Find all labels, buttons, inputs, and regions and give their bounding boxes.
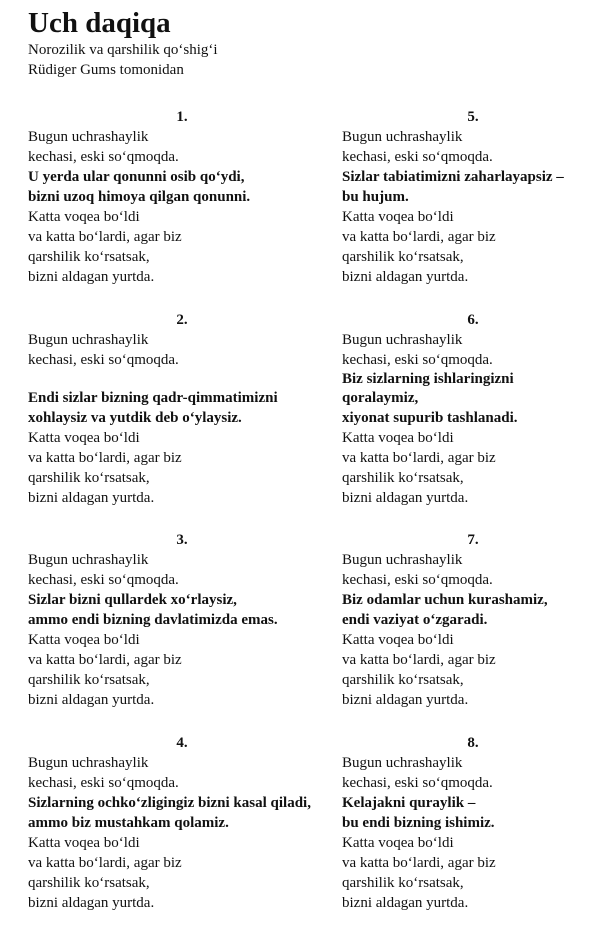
chorus-line: Katta voqea bo‘ldi (342, 209, 454, 225)
verse-line-bold: ammo biz mustahkam qolamiz. (28, 815, 229, 831)
verse-number: 6. (467, 312, 479, 328)
verse-5 (342, 107, 604, 287)
verse-number: 3. (176, 532, 188, 548)
verse-line: kechasi, eski so‘qmoqda. (342, 775, 493, 791)
chorus-line: bizni aldagan yurtda. (342, 895, 469, 911)
chorus-line: bizni aldagan yurtda. (28, 895, 155, 911)
chorus-line: bizni aldagan yurtda. (342, 692, 469, 708)
song-subtitle: Norozilik va qarshilik qo‘shig‘i (28, 42, 218, 58)
chorus-line: qarshilik ko‘rsatsak, (28, 470, 150, 486)
verse-line-bold: Endi sizlar bizning qadr-qimmatimizni (28, 390, 278, 406)
chorus-line: qarshilik ko‘rsatsak, (28, 875, 150, 891)
chorus-line: bizni aldagan yurtda. (28, 269, 155, 285)
chorus-line: bizni aldagan yurtda. (342, 490, 469, 506)
chorus-line: Katta voqea bo‘ldi (342, 430, 454, 446)
chorus-line: bizni aldagan yurtda. (342, 269, 469, 285)
song-author: Rüdiger Gums tomonidan (28, 62, 184, 78)
verse-line: Bugun uchrashaylik (28, 552, 149, 568)
chorus-line: va katta bo‘lardi, agar biz (28, 450, 182, 466)
verse-6 (342, 310, 604, 508)
verse-line: kechasi, eski so‘qmoqda. (342, 572, 493, 588)
verse-line: Bugun uchrashaylik (342, 332, 463, 348)
chorus-line: va katta bo‘lardi, agar biz (28, 855, 182, 871)
verse-line-bold: bizni uzoq himoya qilgan qonunni. (28, 189, 251, 205)
chorus-line: qarshilik ko‘rsatsak, (342, 875, 464, 891)
verse-line-bold: ammo endi bizning davlatimizda emas. (28, 612, 278, 628)
chorus-line: va katta bo‘lardi, agar biz (342, 450, 496, 466)
verse-number: 1. (176, 109, 188, 125)
verse-line-bold: bu endi bizning ishimiz. (342, 815, 495, 831)
chorus-line: Katta voqea bo‘ldi (28, 430, 140, 446)
song-title: Uch daqiqa (28, 7, 171, 39)
verse-line: Bugun uchrashaylik (342, 129, 463, 145)
verse-line: Bugun uchrashaylik (28, 755, 149, 771)
chorus-line: Katta voqea bo‘ldi (28, 835, 140, 851)
chorus-line: qarshilik ko‘rsatsak, (342, 672, 464, 688)
verse-1 (28, 107, 336, 287)
verse-line: kechasi, eski so‘qmoqda. (342, 352, 493, 368)
chorus-line: bizni aldagan yurtda. (28, 692, 155, 708)
verse-line: kechasi, eski so‘qmoqda. (28, 572, 179, 588)
verse-line-bold: xohlaysiz va yutdik deb o‘ylaysiz. (28, 410, 242, 426)
verse-line: kechasi, eski so‘qmoqda. (28, 149, 179, 165)
verse-line: Bugun uchrashaylik (342, 552, 463, 568)
chorus-line: qarshilik ko‘rsatsak, (342, 470, 464, 486)
verse-line: Bugun uchrashaylik (28, 332, 149, 348)
chorus-line: Katta voqea bo‘ldi (28, 632, 140, 648)
blank-line (28, 370, 336, 388)
chorus-line: qarshilik ko‘rsatsak, (342, 249, 464, 265)
verse-2 (28, 310, 336, 508)
chorus-line: Katta voqea bo‘ldi (342, 632, 454, 648)
chorus-line: va katta bo‘lardi, agar biz (342, 855, 496, 871)
verse-line-bold: Kelajakni quraylik – (342, 795, 476, 811)
verse-line: kechasi, eski so‘qmoqda. (342, 149, 493, 165)
verse-line-bold: Biz sizlarning ishlaringizni (342, 371, 514, 387)
chorus-line: va katta bo‘lardi, agar biz (342, 229, 496, 245)
verse-line-bold: Biz odamlar uchun kurashamiz, (342, 592, 548, 608)
chorus-line: va katta bo‘lardi, agar biz (342, 652, 496, 668)
verse-line-bold: U yerda ular qonunni osib qo‘ydi, (28, 169, 245, 185)
verse-line-bold: bu hujum. (342, 189, 409, 205)
chorus-line: Katta voqea bo‘ldi (342, 835, 454, 851)
chorus-line: Katta voqea bo‘ldi (28, 209, 140, 225)
verse-line: kechasi, eski so‘qmoqda. (28, 775, 179, 791)
verse-line-bold: xiyonat supurib tashlanadi. (342, 410, 518, 426)
verse-line-bold: Sizlar tabiatimizni zaharlayapsiz – (342, 169, 564, 185)
verse-line: Bugun uchrashaylik (28, 129, 149, 145)
verse-line: Bugun uchrashaylik (342, 755, 463, 771)
chorus-line: va katta bo‘lardi, agar biz (28, 652, 182, 668)
verse-number: 5. (467, 109, 479, 125)
verse-number: 4. (176, 735, 188, 751)
verse-8 (342, 733, 604, 913)
verse-number: 2. (176, 312, 188, 328)
chorus-line: qarshilik ko‘rsatsak, (28, 672, 150, 688)
verse-7 (342, 530, 604, 710)
verse-line-bold: endi vaziyat o‘zgaradi. (342, 612, 488, 628)
chorus-line: bizni aldagan yurtda. (28, 490, 155, 506)
chorus-line: qarshilik ko‘rsatsak, (28, 249, 150, 265)
verse-4 (28, 733, 336, 913)
verse-line-bold: Sizlarning ochko‘zligingiz bizni kasal qiladi, (28, 795, 311, 811)
verse-3 (28, 530, 336, 710)
verse-line-bold: qoralaymiz, (342, 390, 419, 406)
verse-number: 7. (467, 532, 479, 548)
verse-line: kechasi, eski so‘qmoqda. (28, 352, 179, 368)
verse-number: 8. (467, 735, 479, 751)
verse-line-bold: Sizlar bizni qullardek xo‘rlaysiz, (28, 592, 237, 608)
chorus-line: va katta bo‘lardi, agar biz (28, 229, 182, 245)
